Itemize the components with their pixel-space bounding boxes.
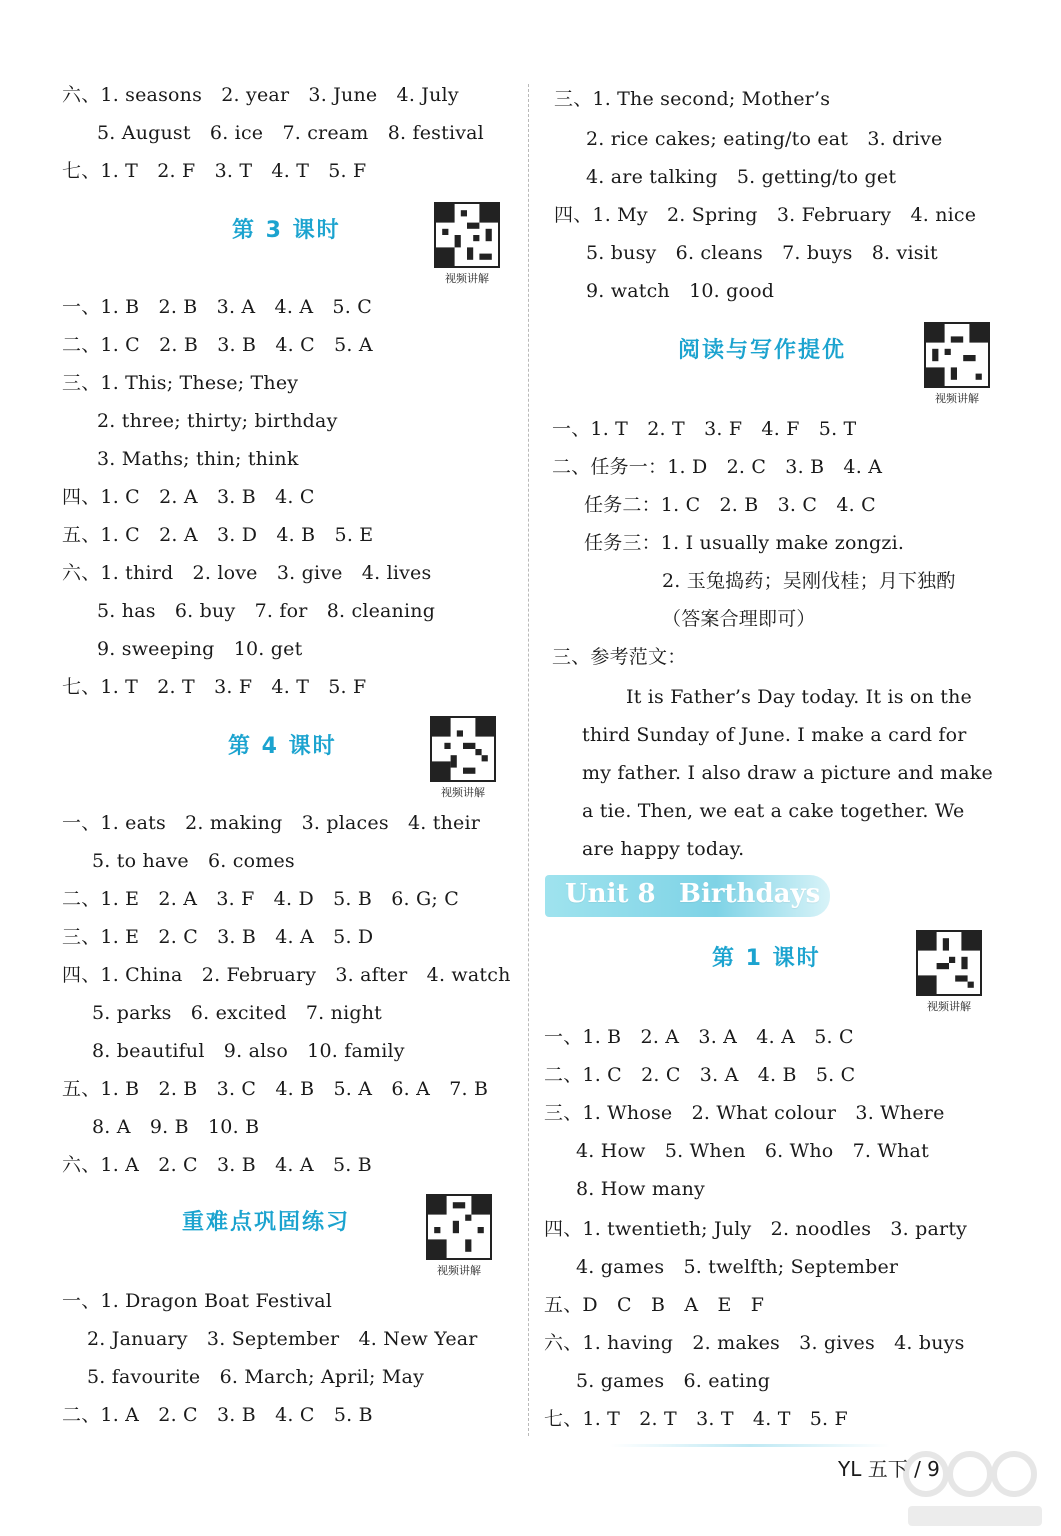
answer-line: 二、任务一：1. D 2. C 3. B 4. A	[552, 456, 883, 478]
essay-line: a tie. Then, we eat a cake together. We	[582, 800, 965, 822]
unit-number: Unit 8	[565, 879, 656, 909]
answer-line: 5. parks 6. excited 7. night	[92, 1002, 383, 1024]
answer-line: 2. January 3. September 4. New Year	[87, 1328, 478, 1350]
answer-line: 4. games 5. twelfth; September	[576, 1256, 899, 1278]
answer-line: 8. A 9. B 10. B	[92, 1116, 260, 1138]
answer-line: 三、1. E 2. C 3. B 4. A 5. D	[62, 926, 374, 948]
answer-line: 三、1. Whose 2. What colour 3. Where	[544, 1102, 945, 1124]
answer-line: 5. games 6. eating	[576, 1370, 771, 1392]
answer-line: 5. August 6. ice 7. cream 8. festival	[97, 122, 484, 144]
answer-line: 一、1. T 2. T 3. F 4. F 5. T	[552, 418, 857, 440]
answer-line: 2. rice cakes; eating/to eat 3. drive	[586, 128, 943, 150]
answer-line: 七、1. T 2. T 3. T 4. T 5. F	[544, 1408, 848, 1430]
qr-code-icon[interactable]	[430, 716, 496, 782]
essay-line: third Sunday of June. I make a card for	[582, 724, 967, 746]
answer-line: 六、1. A 2. C 3. B 4. A 5. B	[62, 1154, 372, 1176]
answer-line: 二、1. C 2. C 3. A 4. B 5. C	[544, 1064, 856, 1086]
unit-banner	[545, 875, 830, 917]
qr-code-icon[interactable]	[426, 1194, 492, 1260]
answer-line: 5. to have 6. comes	[92, 850, 295, 872]
answer-line: 五、1. B 2. B 3. C 4. B 5. A 6. A 7. B	[62, 1078, 489, 1100]
section-heading-reading-writing: 阅读与写作提优	[678, 338, 847, 363]
section-heading-lesson1: 第 1 课时	[712, 946, 821, 971]
answer-line: 六、1. third 2. love 3. give 4. lives	[62, 562, 432, 584]
qr-code-icon[interactable]	[924, 322, 990, 388]
section-heading-lesson3: 第 3 课时	[232, 218, 341, 243]
answer-line: 9. watch 10. good	[586, 280, 775, 302]
qr-code-icon[interactable]	[434, 202, 500, 268]
answer-line: 三、1. This; These; They	[62, 372, 299, 394]
answer-line: 一、1. B 2. A 3. A 4. A 5. C	[544, 1026, 854, 1048]
page-footer: YL 五下 / 9	[838, 1457, 940, 1481]
answer-line: （答案合理即可）	[662, 608, 816, 630]
answer-line: 5. favourite 6. March; April; May	[87, 1366, 425, 1388]
answer-line: 二、1. E 2. A 3. F 4. D 5. B 6. G; C	[62, 888, 459, 910]
answer-line: 一、1. B 2. B 3. A 4. A 5. C	[62, 296, 372, 318]
answer-line: 4. How 5. When 6. Who 7. What	[576, 1140, 929, 1162]
answer-line: 8. beautiful 9. also 10. family	[92, 1040, 405, 1062]
answer-line: 一、1. Dragon Boat Festival	[62, 1290, 333, 1312]
answer-line: 5. has 6. buy 7. for 8. cleaning	[97, 600, 436, 622]
answer-line: 2. three; thirty; birthday	[97, 410, 338, 432]
qr-caption: 视频讲解	[437, 1264, 481, 1277]
qr-caption: 视频讲解	[927, 1000, 971, 1013]
column-divider	[528, 84, 529, 1436]
answer-line: 五、1. C 2. A 3. D 4. B 5. E	[62, 524, 374, 546]
answer-line: 4. are talking 5. getting/to get	[586, 166, 897, 188]
answer-line: 七、1. T 2. F 3. T 4. T 5. F	[62, 160, 367, 182]
answer-line: 二、1. A 2. C 3. B 4. C 5. B	[62, 1404, 373, 1426]
qr-caption: 视频讲解	[445, 272, 489, 285]
answer-line: 六、1. having 2. makes 3. gives 4. buys	[544, 1332, 965, 1354]
section-heading-lesson4: 第 4 课时	[228, 734, 337, 759]
answer-line: 8. How many	[576, 1178, 705, 1200]
answer-line: 四、1. twentieth; July 2. noodles 3. party	[544, 1218, 968, 1240]
answer-line: 四、1. C 2. A 3. B 4. C	[62, 486, 315, 508]
answer-line: 四、1. China 2. February 3. after 4. watch	[62, 964, 511, 986]
essay-line: are happy today.	[582, 838, 745, 860]
answer-line: 9. sweeping 10. get	[97, 638, 303, 660]
answer-line: 2. 玉兔捣药；吴刚伐桂；月下独酌	[662, 570, 956, 592]
answer-line: 三、1. The second; Mother’s	[554, 88, 831, 110]
footer-rule	[610, 1444, 890, 1447]
answer-line: 二、1. C 2. B 3. B 4. C 5. A	[62, 334, 373, 356]
qr-code-icon[interactable]	[916, 930, 982, 996]
unit-title: Birthdays	[679, 879, 821, 909]
essay-line: It is Father’s Day today. It is on the	[626, 686, 972, 708]
watermark-logo-icon	[900, 1440, 1050, 1532]
answer-line: 3. Maths; thin; think	[97, 448, 299, 470]
section-heading-consolidation: 重难点巩固练习	[182, 1210, 351, 1235]
answer-line: 五、D C B A E F	[544, 1294, 765, 1316]
answer-line: 一、1. eats 2. making 3. places 4. their	[62, 812, 481, 834]
answer-line: 三、参考范文：	[552, 646, 687, 668]
answer-line: 任务三：1. I usually make zongzi.	[584, 532, 905, 554]
qr-caption: 视频讲解	[935, 392, 979, 405]
answer-line: 四、1. My 2. Spring 3. February 4. nice	[554, 204, 977, 226]
answer-line: 六、1. seasons 2. year 3. June 4. July	[62, 84, 459, 106]
answer-line: 任务二：1. C 2. B 3. C 4. C	[584, 494, 876, 516]
answer-line: 七、1. T 2. T 3. F 4. T 5. F	[62, 676, 367, 698]
answer-line: 5. busy 6. cleans 7. buys 8. visit	[586, 242, 938, 264]
essay-line: my father. I also draw a picture and make	[582, 762, 993, 784]
qr-caption: 视频讲解	[441, 786, 485, 799]
